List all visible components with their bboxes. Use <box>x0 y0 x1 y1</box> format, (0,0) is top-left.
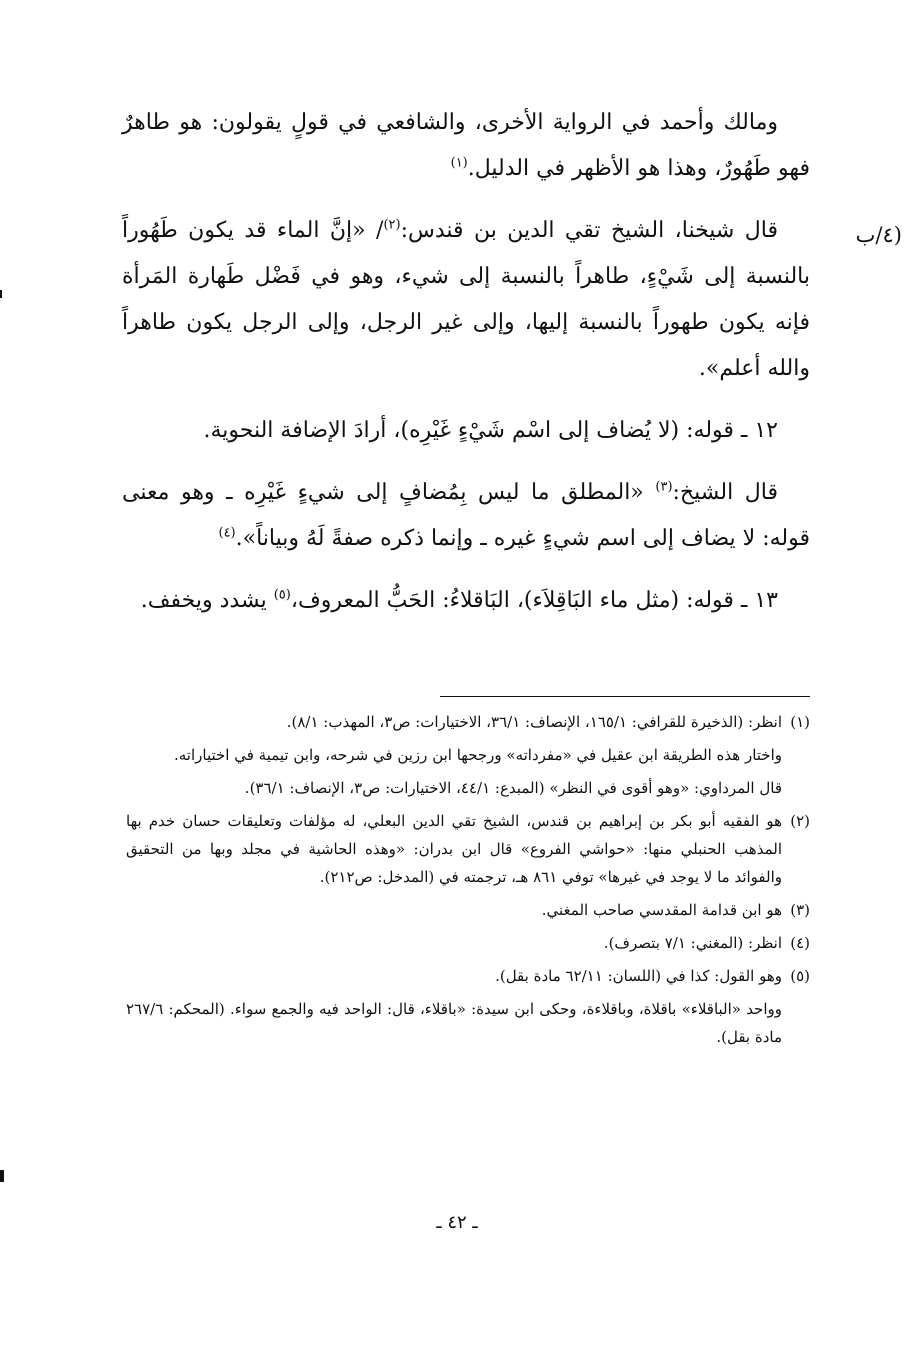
footnote-4 <box>126 929 810 957</box>
footnote-line: انظر: (المغني: ٧/١ بتصرف). <box>603 934 782 952</box>
footnote-separator <box>440 696 810 697</box>
footnote-line: وواحد «الباقلاء» باقلاة، وباقلاءة، وحكى ابن سيدة: «باقلاء، قال: الواحد فيه والجمع سواء. (المحكم: ٢٦٧/٦ مادة بقل). <box>126 1000 782 1046</box>
footnote-5 <box>126 962 810 1051</box>
paragraph-2 <box>122 208 810 392</box>
paragraph-2-text-a: قال شيخنا، الشيخ تقي الدين بن قندس: <box>400 218 778 243</box>
page-number: ـ ٤٢ ـ <box>436 1212 478 1233</box>
footnote-number: (٤) <box>790 934 810 952</box>
paragraph-4-text-b: «المطلق ما ليس بِمُضافٍ إلى شيءٍ غَيْرِه ـ وهو معنى قوله: لا يضاف إلى اسم شيءٍ غيره ـ وإنما ذكره صفةً لَهُ وبياناً». <box>122 480 810 551</box>
paragraph-3-text: ١٢ ـ قوله: (لا يُضاف إلى اسْم شَيْءٍ غَيْرِه)، أرادَ الإضافة النحوية. <box>203 418 778 443</box>
footnote-ref-4[interactable]: (٤) <box>218 525 236 541</box>
footnote-body <box>126 962 782 1051</box>
margin-folio-note: (٤/ب <box>855 223 902 247</box>
scan-edge-mark <box>0 1170 4 1182</box>
footnote-3 <box>126 896 810 924</box>
footnote-body <box>604 929 782 957</box>
footnote-1 <box>126 708 810 802</box>
footnote-line: واختار هذه الطريقة ابن عقيل في «مفرداته» ورجحها ابن رزين في شرحه، وابن تيمية في اختياراته. <box>173 746 782 764</box>
footnote-ref-3[interactable]: (٣) <box>655 479 673 495</box>
footnote-number: (١) <box>790 713 810 731</box>
footnote-line: انظر: (الذخيرة للقرافي: ١٦٥/١، الإنصاف: ٣٦/١، الاختيارات: ص٣، المهذب: ٨/١). <box>286 713 782 731</box>
footnote-line: قال المرداوي: «وهو أقوى في النظر» (المبدع: ٤٤/١، الاختيارات: ص٣، الإنصاف: ٣٦/١). <box>244 779 782 797</box>
paragraph-2-text-b: / «إنَّ الماء قد يكون طَهُوراً بالنسبة إلى شَيْءٍ، طاهراً بالنسبة إلى شيء، وهو في فَضْل طَهارة المَرأة فإنه يكون طهوراً بالنسبة إليها، وإلى غير الرجل، وإلى الرجل يكون طاهراً والله أعلم». <box>122 218 810 381</box>
footnote-line: وهو القول: كذا في (اللسان: ٦٢/١١ مادة بقل). <box>495 967 782 985</box>
paragraph-4-text-a: قال الشيخ: <box>672 480 779 505</box>
footnote-line: هو الفقيه أبو بكر بن إبراهيم بن قندس، الشيخ تقي الدين البعلي، له مؤلفات وتعليقات حسان خدم بها المذهب الحنبلي منها: «حواشي الفروع» قال ابن بدران: «وهذه الحاشية في مجلد وبها من التحقيق والفوائد ما لا يوجد في غيرها» توفي ٨٦١ هـ، ترجمته في (المدخل: ص٢١٢). <box>126 812 782 886</box>
paragraph-5-text-a: ١٣ ـ قوله: (مثل ماء البَاقِلاَء)، البَاقلاءُ: الحَبُّ المعروف، <box>290 588 778 613</box>
scan-edge-mark <box>0 290 2 298</box>
footnote-body <box>542 896 782 924</box>
paragraph-1-text: ومالك وأحمد في الرواية الأخرى، والشافعي في قولٍ يقولون: هو طاهرٌ فهو طَهُورٌ، وهذا هو الأظهر في الدليل. <box>122 110 810 181</box>
main-text <box>122 100 810 640</box>
footnote-number: (٢) <box>790 812 810 830</box>
paragraph-1 <box>122 100 810 192</box>
footnote-line: هو ابن قدامة المقدسي صاحب المغني. <box>541 901 782 919</box>
footnote-ref-1[interactable]: (١) <box>450 155 468 171</box>
paragraph-5 <box>122 578 810 624</box>
footnote-ref-2[interactable]: (٢) <box>383 217 401 233</box>
footnote-2 <box>126 807 810 891</box>
footnotes <box>126 708 810 1056</box>
paragraph-3 <box>122 408 810 454</box>
footnote-number: (٥) <box>790 967 810 985</box>
paragraph-5-text-b: يشدد ويخفف. <box>140 588 274 613</box>
footnote-body <box>126 807 782 891</box>
footnote-ref-5[interactable]: (٥) <box>273 587 291 603</box>
footnote-number: (٣) <box>790 901 810 919</box>
paragraph-4 <box>122 470 810 562</box>
footnote-body <box>174 708 782 802</box>
